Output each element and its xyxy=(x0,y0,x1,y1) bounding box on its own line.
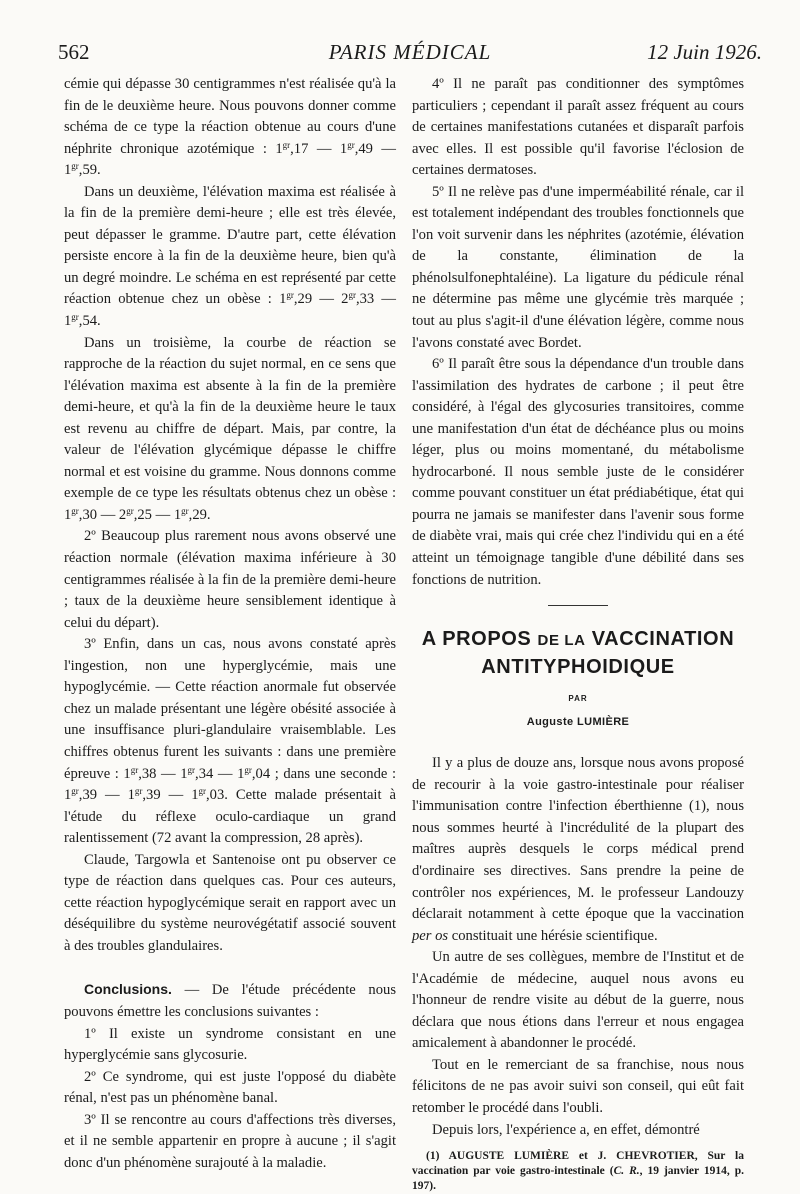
paragraph: Tout en le remerciant de sa franchise, nous nous félicitons de ne pas avoir suivi son conseil, qui eût fait retomber le procédé dans l'oubli. xyxy=(412,1056,744,1116)
right-column xyxy=(412,74,744,1194)
conclusion-item: 3º Il se rencontre au cours d'affections très diverses, et il ne semble appartenir en propre à aucune ; il s'agit donc d'un phénomène surajouté à la maladie. xyxy=(64,1111,396,1171)
conclusion-item: 5º Il ne relève pas d'une imperméabilité rénale, car il est totalement indépendant des troubles fonctionnels que l'on voit survenir dans les néphrites (azotémie, élévation de la constante, élimination de la phénolsulfonephtaléine). La ligature du pédicule rénal ne détermine pas même une glycémie très marquée ; tout au plus s'agit-il d'une élévation légère, comme nous l'avons constaté avec Bordet. xyxy=(412,183,744,351)
text-run: Il y a plus de douze ans, lorsque nous avons proposé de recourir à la voie gastro-intestinale pour réaliser l'immunisation contre l'infection éberthienne (1), nous nous sommes heurté à l'incrédulité de la plupart des maîtres auprès desquels le corps médical prend d'ordinaire ses directives. Sans prendre la peine de contrôler nos expériences, M. le professeur Landouzy déclarait notamment à cette époque que la vaccination xyxy=(412,755,744,923)
issue-date: 12 Juin 1926. xyxy=(647,40,762,64)
text-italic: per os xyxy=(412,927,449,944)
paragraph xyxy=(412,753,744,947)
byline-par: PAR xyxy=(568,694,588,704)
text-run: (1) AUGUSTE LUMIÈRE et J. CHEVROTIER, Sur la vaccination par voie gastro-intestinale ( xyxy=(412,1150,744,1178)
conclusion-item: 6º Il paraît être sous la dépendance d'un trouble dans l'assimilation des hydrates de carbone ; il peut être considéré, à l'égal des glycosuries transitoires, comme une manifestation d'un état de déchéance plus ou moins léger, plus ou moins momentané, du métabolisme hydrocarboné. Il nous semble juste de le considérer comme pouvant constituer un état prédiabétique, état qui pourra ne jamais se manifester dans l'avenir sous forme de diabète vrai, mais qui crée chez l'individu qui en a été atteint un témoignage tangible d'une débilité dans ses fonctions de nutrition. xyxy=(412,356,744,588)
text-run: constituait une hérésie scientifique. xyxy=(448,927,658,944)
page-header xyxy=(58,40,762,70)
paragraph: Claude, Targowla et Santenoise ont pu observer ce type de réaction dans quelques cas. Pour ces auteurs, cette réaction hypoglycémique serait en rapport avec un déséquilibre du système neurovégétatif associé souvent à des troubles glandulaires. xyxy=(64,851,396,954)
paragraph: Un autre de ses collègues, membre de l'Institut et de l'Académie de médecine, auquel nous avons eu l'honneur de rendre visite au début de la guerre, nous déclara que nous étions dans l'erreur et nous engagea amicalement à abandonner le procédé. xyxy=(412,949,744,1052)
paragraph: Dans un deuxième, l'élévation maxima est réalisée à la fin de la première demi-heure ; elle est très élevée, peut dépasser le gramme. D'autre part, cette élévation persiste encore à la fin de la deuxième heure, bien qu'à un degré moindre. Le schéma en est représenté par cette réaction obtenue chez un obèse : $1^{gr},29$ — $2^{gr},33$ — $1^{gr},54$. xyxy=(64,183,396,330)
conclusions-paragraph xyxy=(64,979,396,1023)
conclusions-intro: — De l'étude précédente nous pouvons émettre les conclusions suivantes : xyxy=(64,982,396,1020)
paragraph: 2º Beaucoup plus rarement nous avons observé une réaction normale (élévation maxima inférieure à 30 centigrammes réalisée à la fin de la première demi-heure ; taux de la deuxième heure sensiblement identique à celui du départ). xyxy=(64,528,396,631)
paragraph: 3º Enfin, dans un cas, nous avons constaté après l'ingestion, non une hyperglycémie, mais une hypoglycémie. — Cette réaction anormale fut observée chez un malade présentant une légère obésité associée à une insuffisance pluri-glandulaire vraisemblable. Les chiffres obtenus furent les suivants : dans une première épreuve : $1^{gr},38$ — $1^{gr},34$ — $1^{gr},04$ ; dans une seconde : $1^{gr},39$ — $1^{gr},39$ — $1^{gr},03$. Cette malade présentait à l'étude du réflexe oculo-cardiaque un grand ralentissement (72 avant la compression, 28 après). xyxy=(64,636,397,847)
conclusion-item: 2º Ce syndrome, qui est juste l'opposé du diabète rénal, n'est pas un phénomène banal. xyxy=(64,1068,396,1107)
footnote xyxy=(412,1149,744,1194)
conclusions-heading: Conclusions. xyxy=(84,981,172,998)
paragraph: Dans un troisième, la courbe de réaction se rapproche de la réaction du sujet normal, en ce sens que l'élévation maxima est absente à la fin de la première demi-heure, et qu'à la fin de la deuxième heure le taux est revenu au chiffre de départ. Mais, par contre, la valeur de l'élévation glycémique dépasse le chiffre normal et est voisine du gramme. Nous donnons comme exemple de ce type les résultats obtenus chez un obèse : $1^{gr},30$ — $2^{gr},25$ — $1^{gr},29$. xyxy=(64,334,396,523)
section-divider xyxy=(548,605,608,606)
conclusion-item: 1º Il existe un syndrome consistant en une hyperglycémie sans glycosurie. xyxy=(64,1025,396,1064)
article-title-part: DE LA xyxy=(537,632,586,650)
paragraph: Depuis lors, l'expérience a, en effet, démontré xyxy=(432,1121,700,1138)
page-number: 562 xyxy=(58,40,90,64)
article-title-part: A PROPOS xyxy=(421,628,532,651)
text-run: , 19 janvier 1914, p. 197). xyxy=(412,1165,744,1193)
article-author: Auguste LUMIÈRE xyxy=(526,715,630,728)
journal-title: PARIS MÉDICAL xyxy=(328,40,492,64)
text-italic: C. R. xyxy=(613,1165,640,1178)
article-title-line2: ANTITYPHOIDIQUE xyxy=(481,656,675,679)
article-title xyxy=(412,626,744,680)
paragraph: cémie qui dépasse 30 centigrammes n'est réalisée qu'à la fin de le deuxième heure. Nous pouvons donner comme schéma de ce type la réaction obtenue au cours d'une néphrite chronique azotémique : $1^{gr},17$ — $1^{gr},49$ — $1^{gr},59$. xyxy=(64,76,397,179)
article-title-part: VACCINATION xyxy=(591,628,735,651)
conclusion-item: 4º Il ne paraît pas conditionner des symptômes particuliers ; cependant il paraît assez fréquent au cours de certaines manifestations cutanées et disparaît parfois avec elles. Il est possible qu'il favorise l'éclosion de certaines dermatoses. xyxy=(412,76,744,179)
left-column xyxy=(64,74,396,1174)
